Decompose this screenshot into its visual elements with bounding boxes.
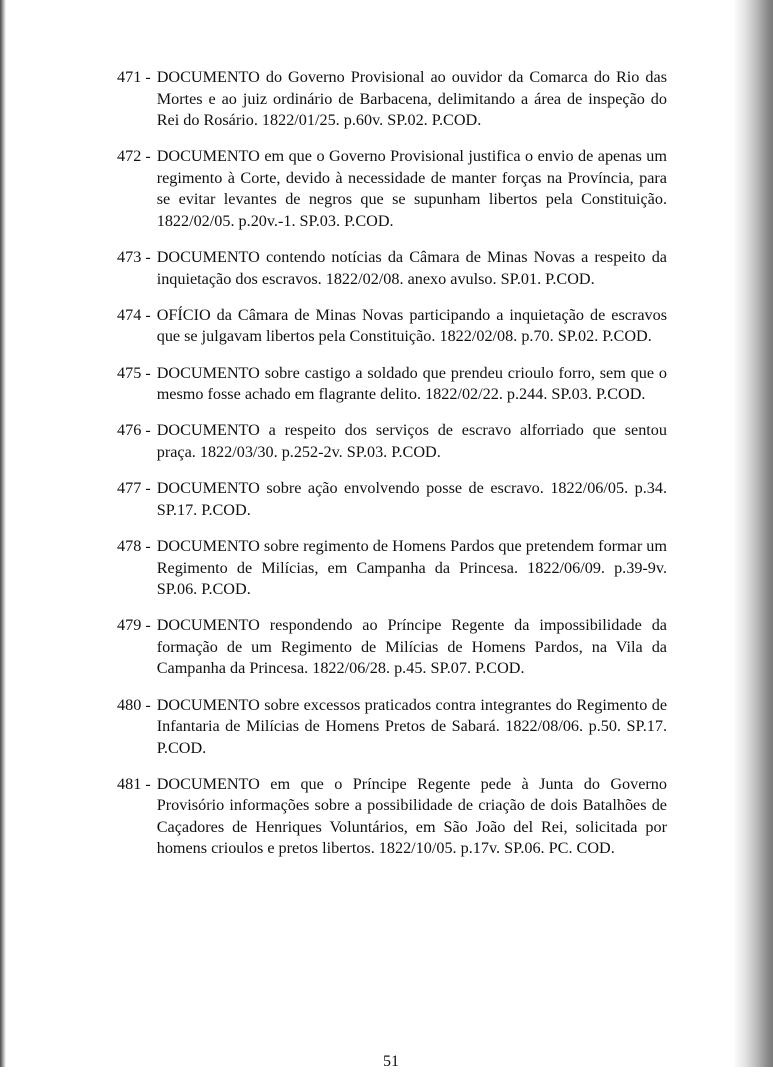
entry-number: 471 - — [117, 68, 151, 86]
entry-text: DOCUMENTO contendo notícias da Câmara de Minas Novas a respeito da inquietação dos escravos. 1822/02/08. anexo avulso. SP.01. P.COD. — [156, 248, 667, 288]
entry-480 — [117, 695, 667, 760]
entry-476 — [117, 420, 667, 463]
scan-right-edge-shadow — [733, 0, 773, 1067]
entry-text: DOCUMENTO respondendo ao Príncipe Regente da impossibilidade da formação de um Regimento de Milícias de Homens Pardos, na Vila da Campanha da Princesa. 1822/06/28. p.45. SP.07. P.COD. — [156, 616, 667, 678]
entry-478 — [117, 536, 667, 601]
entry-number: 481 - — [117, 774, 151, 793]
document-page — [117, 67, 667, 875]
entry-number: 479 - — [117, 616, 151, 635]
entry-474 — [117, 305, 667, 348]
entry-477 — [117, 478, 667, 521]
entry-481 — [117, 774, 667, 860]
entry-475 — [117, 363, 667, 406]
entry-text: DOCUMENTO sobre excessos praticados contra integrantes do Regimento de Infantaria de Milícias de Homens Pretos de Sabará. 1822/08/06. p.50. SP.17. P.COD. — [156, 695, 667, 757]
entry-number: 474 - — [117, 305, 151, 324]
page-number: 51 — [383, 1053, 399, 1070]
entry-text: DOCUMENTO em que o Governo Provisional justifica o envio de apenas um regimento à Corte, devido à necessidade de manter forças na Província, para se evitar levantes de negros que se supunham libertos pela Constituição. 1822/02/05. p.20v.-1. SP.03. P.COD. — [156, 147, 667, 230]
entry-text: DOCUMENTO do Governo Provisional ao ouvidor da Comarca do Rio das Mortes e ao juiz ordinário de Barbacena, delimitando a área de inspeção do Rei do Rosário. 1822/01/25. p.60v. SP.02. P.COD. — [156, 68, 667, 129]
entry-number: 477 - — [117, 479, 151, 498]
entry-text: DOCUMENTO a respeito dos serviços de escravo alforriado que sentou praça. 1822/03/30. p.252-2v. SP.03. P.COD. — [156, 421, 667, 461]
entry-number: 476 - — [117, 421, 151, 440]
scan-left-edge-shadow — [0, 0, 6, 1067]
entry-479 — [117, 615, 667, 680]
entry-number: 472 - — [117, 147, 151, 166]
entry-number: 473 - — [117, 248, 151, 267]
entry-text: DOCUMENTO em que o Príncipe Regente pede à Junta do Governo Provisório informações sobre a possibilidade de criação de dois Batalhões de Caçadores de Henriques Voluntários, em São João del Rei, solicitada por homens crioulos e pretos libertos. 1822/10/05. p.17v. SP.06. PC. COD. — [156, 774, 667, 858]
entry-number: 480 - — [117, 695, 151, 714]
entry-471 — [117, 67, 667, 132]
entry-text: DOCUMENTO sobre castigo a soldado que prendeu crioulo forro, sem que o mesmo fosse achado em flagrante delito. 1822/02/22. p.244. SP.03. P.COD. — [156, 363, 667, 404]
entry-number: 478 - — [117, 537, 151, 556]
entry-text: DOCUMENTO sobre ação envolvendo posse de escravo. 1822/06/05. p.34. SP.17. P.COD. — [156, 479, 667, 519]
entry-473 — [117, 247, 667, 290]
entry-number: 475 - — [117, 363, 151, 382]
entry-472 — [117, 146, 667, 232]
entry-text: OFÍCIO da Câmara de Minas Novas participando a inquietação de escravos que se julgavam libertos pela Constituição. 1822/02/08. p.70. SP.02. P.COD. — [156, 305, 667, 346]
entry-text: DOCUMENTO sobre regimento de Homens Pardos que pretendem formar um Regimento de Milícias, em Campanha da Princesa. 1822/06/09. p.39-9v. SP.06. P.COD. — [156, 537, 667, 599]
